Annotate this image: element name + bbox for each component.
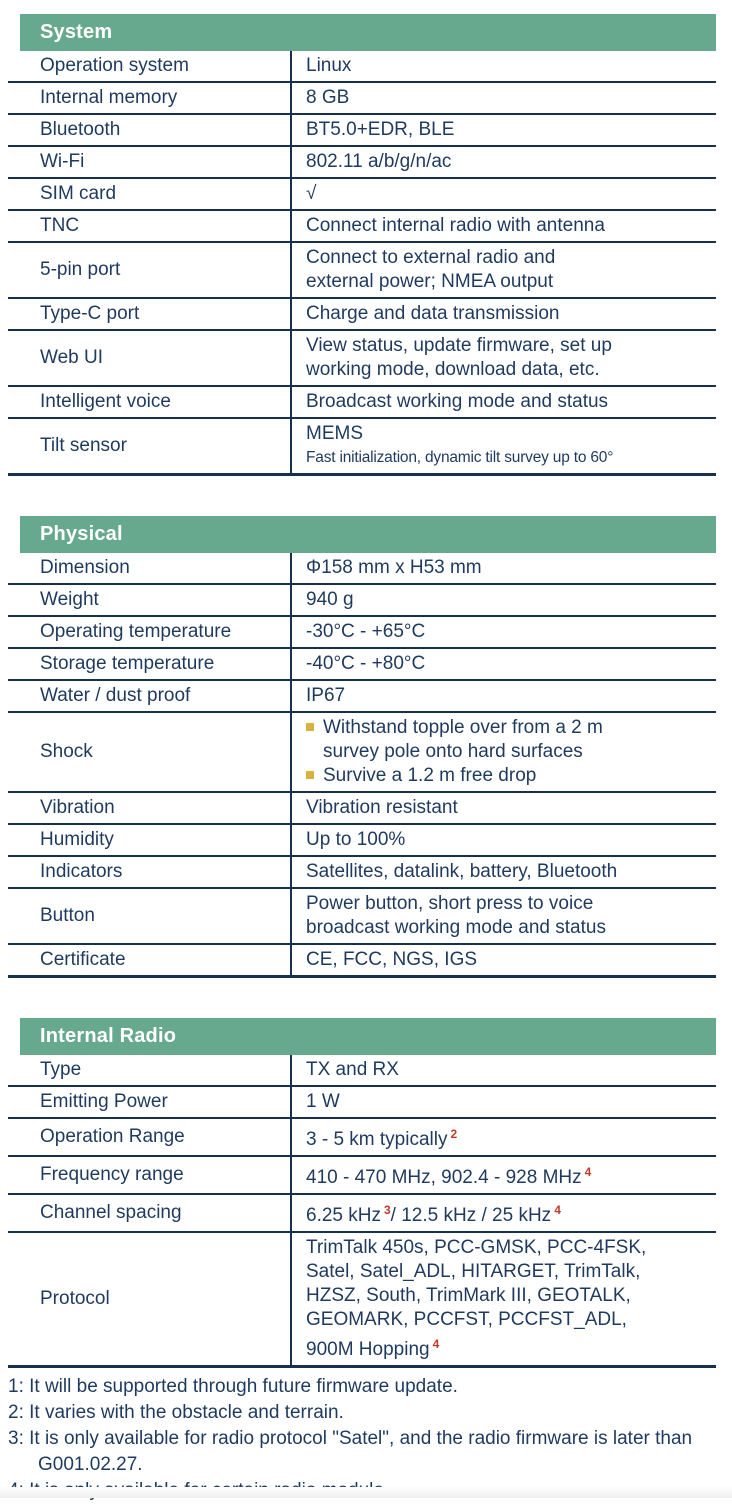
section-title: Physical <box>40 523 123 545</box>
spec-value-text: √ <box>306 183 317 204</box>
spec-value <box>290 825 716 855</box>
spec-section-system <box>8 14 716 476</box>
spec-value-text: Broadcast working mode and status <box>306 391 609 412</box>
spec-value-text: 8 GB <box>306 87 350 108</box>
spec-label: Button <box>40 905 95 926</box>
spec-value-text: Connect to external radio and <box>306 247 556 268</box>
spec-value-line <box>306 1260 712 1284</box>
spec-value-text: / 12.5 kHz / 25 kHz <box>390 1205 552 1226</box>
spec-label: Dimension <box>40 557 130 578</box>
table-row <box>8 387 716 419</box>
section-title: System <box>40 21 113 43</box>
spec-value-line <box>306 1236 712 1260</box>
spec-label: SIM card <box>40 183 117 204</box>
spec-value <box>290 945 716 975</box>
spec-value <box>290 1233 716 1365</box>
spec-label: Internal memory <box>40 87 178 108</box>
spec-value-text: Fast initialization, dynamic tilt survey up to 60° <box>306 449 614 466</box>
spec-value-line <box>306 446 712 470</box>
bullet-square-icon <box>306 723 314 731</box>
spec-value-line <box>306 54 712 78</box>
spec-value-line <box>306 150 712 174</box>
spec-value-text: 6.25 kHz <box>306 1205 381 1226</box>
section-title: Internal Radio <box>40 1025 177 1047</box>
spec-label: Vibration <box>40 797 115 818</box>
spec-value <box>290 681 716 711</box>
spec-value-line <box>306 86 712 110</box>
spec-value-line <box>306 796 712 820</box>
spec-label: Type-C port <box>40 303 140 324</box>
spec-value-text: 1 W <box>306 1091 340 1112</box>
spec-value-text: GEOMARK, PCCFST, PCCFST_ADL, <box>306 1309 627 1330</box>
spec-value <box>290 179 716 209</box>
footnote-superscript: 2 <box>450 1127 458 1141</box>
spec-label: Bluetooth <box>40 119 121 140</box>
spec-value-line <box>306 716 712 740</box>
spec-label: Water / dust proof <box>40 685 191 706</box>
spec-value-line <box>306 828 712 852</box>
spec-value-line <box>306 390 712 414</box>
spec-value-text: 3 - 5 km typically <box>306 1129 448 1150</box>
spec-value <box>290 83 716 113</box>
spec-value <box>290 1055 716 1085</box>
spec-label: Channel spacing <box>40 1202 182 1223</box>
section-header <box>20 516 716 553</box>
spec-value-line <box>306 182 712 206</box>
spec-value <box>290 857 716 887</box>
table-row <box>8 553 716 585</box>
table-row <box>8 617 716 649</box>
section-header <box>20 1018 716 1055</box>
spec-value <box>290 713 716 791</box>
spec-label: Operating temperature <box>40 621 232 642</box>
spec-value-line <box>306 1160 712 1190</box>
spec-value-line <box>306 740 712 764</box>
table-row <box>8 243 716 299</box>
spec-value-line <box>306 334 712 358</box>
spec-value-line <box>306 246 712 270</box>
spec-value-line <box>306 1198 712 1228</box>
table-row <box>8 857 716 889</box>
spec-value-line <box>306 652 712 676</box>
table-row <box>8 83 716 115</box>
spec-value-line <box>306 860 712 884</box>
spec-value-line <box>306 556 712 580</box>
footnote-2: 2: It varies with the obstacle and terrain. <box>8 1402 344 1423</box>
spec-value-text: Up to 100% <box>306 829 406 850</box>
table-row <box>8 1195 716 1233</box>
spec-value-text: external power; NMEA output <box>306 271 554 292</box>
spec-label: Intelligent voice <box>40 391 171 412</box>
spec-value-text: 940 g <box>306 589 354 610</box>
spec-value-text: 900M Hopping <box>306 1339 430 1360</box>
spec-value-text: HZSZ, South, TrimMark III, GEOTALK, <box>306 1285 631 1306</box>
spec-value-text: Linux <box>306 55 352 76</box>
spec-value <box>290 649 716 679</box>
spec-value-line <box>306 764 712 788</box>
spec-section-internal-radio <box>8 1018 716 1368</box>
spec-value <box>290 387 716 417</box>
spec-value-text: BT5.0+EDR, BLE <box>306 119 455 140</box>
spec-value-line <box>306 684 712 708</box>
section-header <box>20 14 716 51</box>
spec-value <box>290 793 716 823</box>
footnote-superscript: 4 <box>584 1165 592 1179</box>
table-row <box>8 419 716 476</box>
spec-label: Wi-Fi <box>40 151 85 172</box>
footnote-1: 1: It will be supported through future firmware update. <box>8 1376 458 1397</box>
table-row <box>8 115 716 147</box>
spec-value-line <box>306 270 712 294</box>
table-row <box>8 1055 716 1087</box>
spec-value-line <box>306 358 712 382</box>
footnote-superscript: 3 <box>383 1203 391 1217</box>
spec-value-text: Survive a 1.2 m free drop <box>323 765 537 786</box>
table-row <box>8 1233 716 1368</box>
table-row <box>8 299 716 331</box>
spec-value <box>290 553 716 583</box>
spec-value-text: broadcast working mode and status <box>306 917 606 938</box>
spec-value <box>290 617 716 647</box>
spec-label: Storage temperature <box>40 653 215 674</box>
spec-label: Tilt sensor <box>40 435 127 456</box>
table-row <box>8 1119 716 1157</box>
spec-value-line <box>306 302 712 326</box>
spec-value-text: 802.11 a/b/g/n/ac <box>306 151 452 172</box>
spec-value-text: Withstand topple over from a 2 m <box>323 717 603 738</box>
spec-label: Humidity <box>40 829 114 850</box>
spec-value-text: Vibration resistant <box>306 797 458 818</box>
spec-value <box>290 299 716 329</box>
spec-value-line <box>306 948 712 972</box>
spec-label: Type <box>40 1059 82 1080</box>
spec-label: Shock <box>40 741 93 762</box>
page-bottom-strip <box>0 1487 732 1498</box>
spec-value-text: working mode, download data, etc. <box>306 359 600 380</box>
spec-value <box>290 1119 716 1155</box>
spec-value-text: View status, update firmware, set up <box>306 335 612 356</box>
footnote-3: 3: It is only available for radio protocol "Satel", and the radio firmware is later than G001.02.27. <box>8 1428 693 1475</box>
table-row <box>8 51 716 83</box>
spec-value-line <box>306 588 712 612</box>
footnote-superscript: 4 <box>554 1203 561 1217</box>
spec-section-physical <box>8 516 716 978</box>
spec-value <box>290 419 716 473</box>
spec-value-line <box>306 916 712 940</box>
spec-label: Emitting Power <box>40 1091 168 1112</box>
spec-value-text: survey pole onto hard surfaces <box>323 741 583 762</box>
spec-value-line <box>306 892 712 916</box>
spec-value-line <box>306 1090 712 1114</box>
spec-value-text: TX and RX <box>306 1059 399 1080</box>
spec-value <box>290 243 716 297</box>
spec-value-text: Power button, short press to voice <box>306 893 594 914</box>
spec-value-text: -30°C - +65°C <box>306 621 426 642</box>
spec-value-text: Satel, Satel_ADL, HITARGET, TrimTalk, <box>306 1261 641 1282</box>
spec-value <box>290 1195 716 1231</box>
spec-value-text: IP67 <box>306 685 346 706</box>
spec-label: Certificate <box>40 949 126 970</box>
spec-value-line <box>306 1284 712 1308</box>
spec-label: Weight <box>40 589 99 610</box>
bullet-square-icon <box>306 771 314 779</box>
table-row <box>8 1087 716 1119</box>
spec-value-text: Connect internal radio with antenna <box>306 215 605 236</box>
spec-label: Protocol <box>40 1288 110 1309</box>
spec-value-text: Charge and data transmission <box>306 303 560 324</box>
spec-value-text: CE, FCC, NGS, IGS <box>306 949 478 970</box>
table-row <box>8 649 716 681</box>
spec-value-text: Φ158 mm x H53 mm <box>306 557 482 578</box>
footnotes <box>8 1374 708 1504</box>
spec-sections <box>0 14 732 1368</box>
spec-label: TNC <box>40 215 80 236</box>
spec-value-line <box>306 214 712 238</box>
spec-value-line <box>306 1058 712 1082</box>
spec-label: 5-pin port <box>40 259 121 280</box>
spec-value-line <box>306 118 712 142</box>
spec-label: Indicators <box>40 861 123 882</box>
table-row <box>8 825 716 857</box>
spec-value <box>290 211 716 241</box>
table-row <box>8 889 716 945</box>
table-row <box>8 681 716 713</box>
spec-value <box>290 147 716 177</box>
spec-value <box>290 331 716 385</box>
table-row <box>8 585 716 617</box>
spec-value <box>290 889 716 943</box>
spec-value-text: Satellites, datalink, battery, Bluetooth <box>306 861 618 882</box>
table-row <box>8 1157 716 1195</box>
table-row <box>8 331 716 387</box>
spec-value <box>290 1087 716 1117</box>
spec-value <box>290 1157 716 1193</box>
spec-value-text: TrimTalk 450s, PCC-GMSK, PCC-4FSK, <box>306 1237 647 1258</box>
spec-value <box>290 115 716 145</box>
table-row <box>8 179 716 211</box>
spec-label: Operation Range <box>40 1126 185 1147</box>
spec-value-line <box>306 1122 712 1152</box>
spec-value <box>290 51 716 81</box>
spec-label: Operation system <box>40 55 189 76</box>
spec-value-text: MEMS <box>306 423 363 444</box>
table-row <box>8 793 716 825</box>
spec-value-line <box>306 1308 712 1332</box>
footnote-superscript: 4 <box>432 1337 440 1351</box>
table-row <box>8 945 716 978</box>
spec-value-text: -40°C - +80°C <box>306 653 426 674</box>
table-row <box>8 147 716 179</box>
table-row <box>8 211 716 243</box>
table-row <box>8 713 716 793</box>
spec-value-line <box>306 1332 712 1362</box>
spec-value-text: 410 - 470 MHz, 902.4 - 928 MHz <box>306 1167 582 1188</box>
spec-value-line <box>306 422 712 446</box>
spec-label: Frequency range <box>40 1164 184 1185</box>
spec-value-line <box>306 620 712 644</box>
spec-value <box>290 585 716 615</box>
spec-label: Web UI <box>40 347 104 368</box>
